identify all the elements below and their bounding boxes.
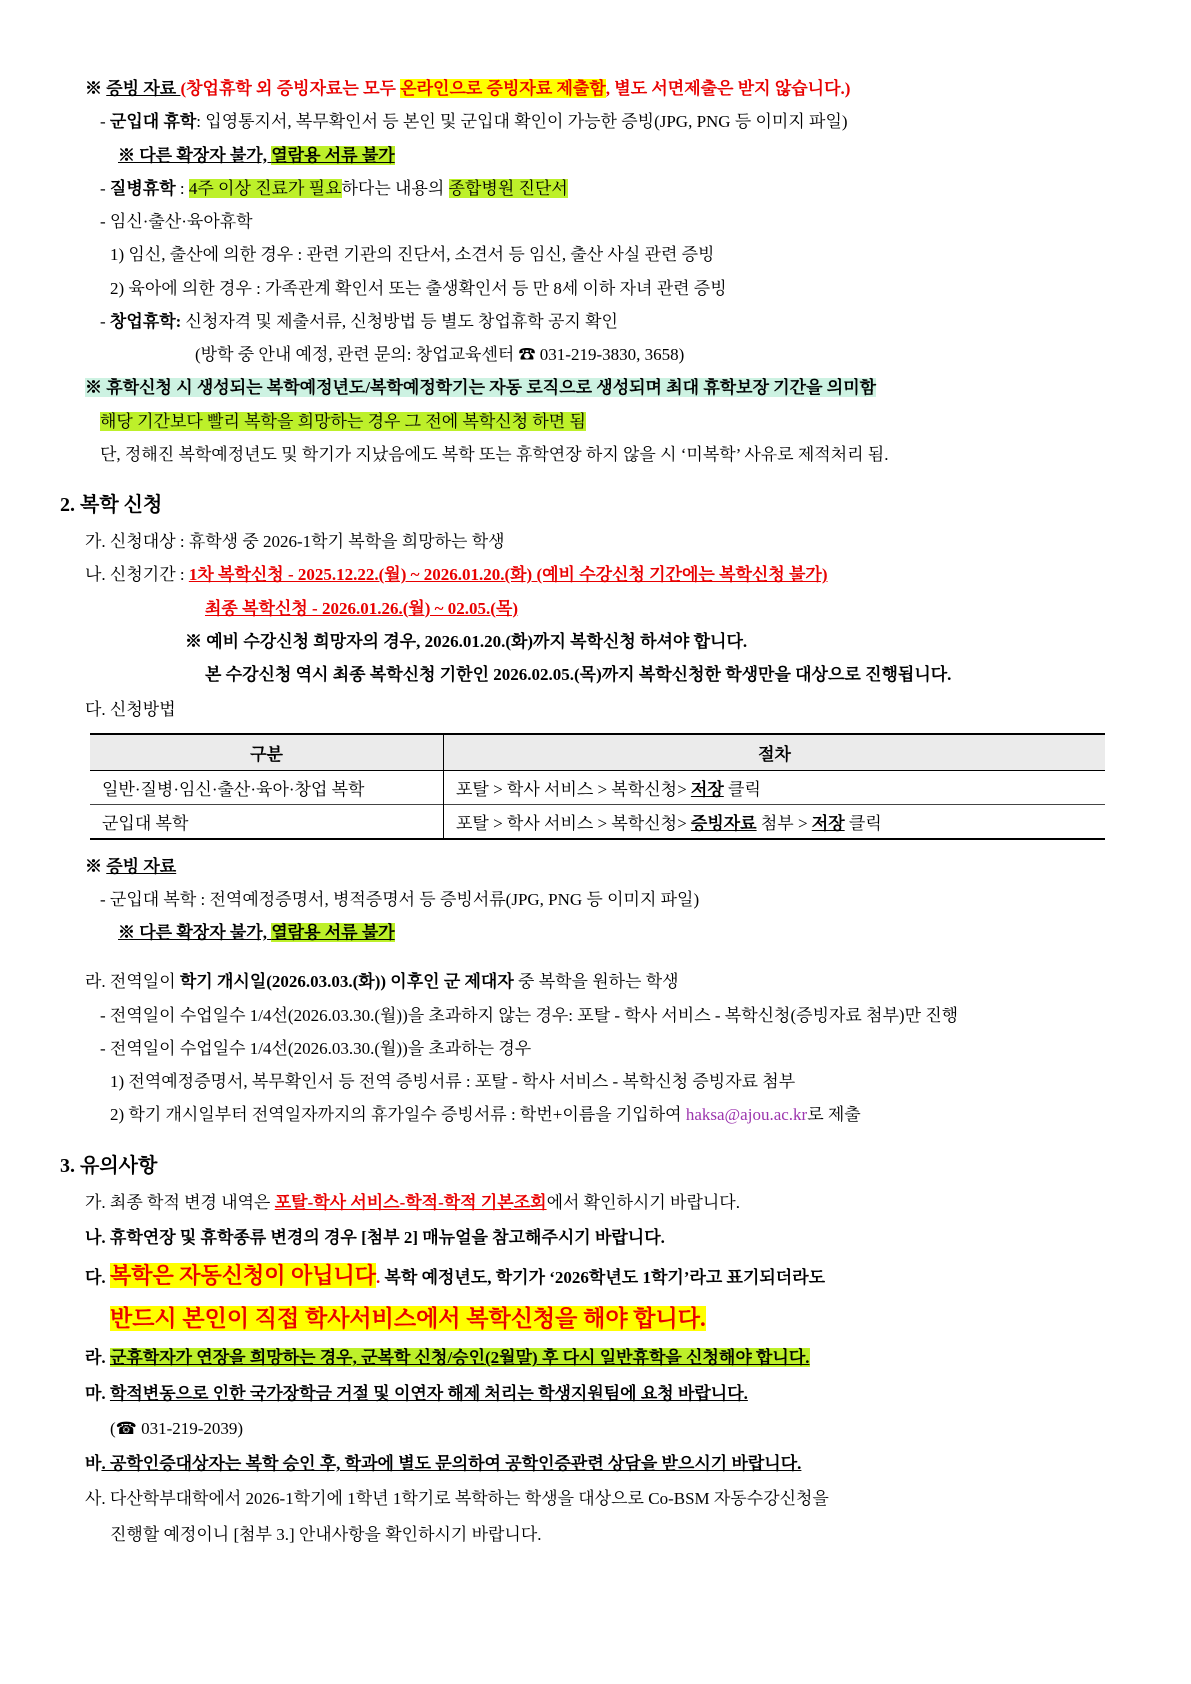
sick-leave-label: 질병휴학 [109,178,176,198]
section-3-title: 3. 유의사항 [60,1154,158,1177]
sick-leave-text: 하다는 내용의 [341,178,449,198]
table-row [90,804,1105,839]
row1-path: 포탈 > 학사 서비스 > 복학신청> [456,779,691,799]
pregnancy-case-line [110,244,1191,265]
section-2-title: 2. 복학 신청 [60,494,163,516]
notes-section [0,1154,1191,1545]
evidence-note-highlight: 온라인으로 증빙자료 제출함 [400,79,606,98]
col-header-procedure: 절차 [444,734,1106,771]
first-period-text: 1차 복학신청 - 2025.12.22.(월) ~ 2026.01.20.(화) (예비 수강신청 기간에는 복학신청 불가) [188,565,828,585]
not-automatic-line [85,1262,1191,1290]
file-restriction-line [118,145,1191,166]
row2-category: 군입대 복학 [90,804,444,839]
not-automatic-rest: 복학 예정년도, 학기가 ‘2026학년도 1학기’라고 표기되더라도 [384,1268,826,1287]
sick-leave-line [100,178,1191,199]
discharge-bold: 학기 개시일(2026.03.03.(화)) 이후인 군 제대자 [179,972,514,992]
file-restriction-2-line [118,922,1191,943]
row2-save-label: 저장 [811,813,845,833]
military-extension-line [85,1347,1191,1368]
row1-click: 클릭 [723,779,761,799]
file-restriction-2-text: ※ 다른 확장자 불가, [118,923,272,942]
apply-method-text: 다. 신청방법 [85,700,176,720]
discharge-after-quarter-text: - 전역일이 수업일수 1/4선(2026.03.30.(월))을 초과하는 경우 [100,1038,532,1058]
military-return-evidence-text: - 군입대 복학 : 전역예정증명서, 병적증명서 등 증빙서류(JPG, PNG 등 이미지 파일) [100,889,700,909]
item-marker: 라. [85,1348,110,1368]
startup-leave-line [100,311,1191,332]
pregnancy-case-text: 1) 임신, 출산에 의한 경우 : 관련 기관의 진단서, 소견서 등 임신, 출산 사실 관련 증빙 [110,245,715,265]
pregnancy-leave-line [100,211,1191,232]
evidence-title-line [85,78,1191,99]
apply-method-table [90,733,1105,840]
abeek-text: . 공학인증대상자는 복학 승인 후, 학과에 별도 문의하여 공학인증관련 상담을 받으시기 바랍니다. [101,1454,802,1474]
discharge-doc-2-text: 2) 학기 개시일부터 전역일자까지의 휴가일수 증빙서류 : 학번+이름을 기입하여 [110,1105,686,1125]
pregnancy-leave-text: - 임신·출산·육아휴학 [100,212,253,231]
discharge-text-1: 라. 전역일이 [85,972,180,992]
military-leave-line [100,111,1191,132]
military-return-evidence-line [100,889,1191,910]
childcare-case-text: 2) 육아에 의한 경우 : 가족관계 확인서 또는 출생확인서 등 만 8세 이하 자녀 관련 증빙 [110,278,727,298]
discharge-doc-2-tail: 로 제출 [807,1105,861,1125]
apply-period-line [85,564,1191,585]
childcare-case-line [110,278,1191,299]
row1-procedure [444,770,1106,804]
apply-method-line [85,699,1191,720]
startup-leave-text: 신청자격 및 제출서류, 신청방법 등 별도 창업휴학 공지 확인 [181,311,618,331]
colon: : [175,178,189,198]
abeek-line [85,1453,1191,1474]
row2-attach: 첨부 > [756,813,812,833]
discharge-doc-1-line [110,1071,1191,1092]
discharge-text-2: 중 복학을 원하는 학생 [513,972,679,992]
discharge-before-quarter-line [100,1005,1191,1026]
military-leave-label: 군입대 휴학 [109,112,197,132]
final-period-line [205,598,1191,619]
scholarship-text: 학적변동으로 인한 국가장학금 거절 및 이연자 해제 처리는 학생지원팀에 요청 바랍니다. [109,1383,748,1403]
row2-procedure [444,804,1106,839]
startup-contact-line [195,344,1191,365]
pre-enroll-note-text: ※ 예비 수강신청 희망자의 경우, 2026.01.20.(화)까지 복학신청 하셔야 합니다. [185,631,748,651]
email-link[interactable]: haksa@ajou.ac.kr [685,1105,808,1125]
startup-leave-label: 창업휴학: [109,311,182,331]
apply-target-line [85,531,1191,552]
auto-logic-note-highlight: ※ 휴학신청 시 생성되는 복학예정년도/복학예정학기는 자동 로직으로 생성되며 최대 휴학보장 기간을 의미함 [85,378,877,398]
expulsion-note-line [100,444,1191,465]
record-check-text-2: 에서 확인하시기 바랍니다. [546,1192,740,1212]
evidence-title-2-line [85,856,1191,877]
phone-icon-text: (☎ 031-219-2039) [110,1418,244,1438]
item-marker: 마. [85,1383,110,1403]
must-apply-line [110,1304,1191,1334]
apply-period-label: 나. 신청기간 : [85,565,189,585]
discharge-after-start-line [85,971,1191,992]
ref-mark: ※ [85,79,107,98]
main-enroll-note-line [205,664,1191,685]
final-period-text: 최종 복학신청 - 2026.01.26.(월) ~ 02.05.(목) [205,598,519,618]
evidence-title: 증빙 자료 [106,79,181,98]
extension-manual-line [85,1227,1191,1248]
evidence-note-red-tail: , 별도 서면제출은 받지 않습니다.) [605,79,851,98]
item-marker: 다. [85,1268,110,1287]
sick-leave-highlight-1: 4주 이상 진료가 필요 [188,178,342,198]
expulsion-note-text: 단, 정해진 복학예정년도 및 학기가 지났음에도 복학 또는 휴학연장 하지 않을 시 ‘미복학’ 사유로 제적처리 됨. [100,444,889,464]
must-apply-highlight: 반드시 본인이 직접 학사서비스에서 복학신청을 해야 합니다. [110,1305,706,1331]
record-check-text-1: 가. 최종 학적 변경 내역은 [85,1192,275,1212]
row1-category: 일반·질병·임신·출산·육아·창업 복학 [90,770,444,804]
ref-mark: ※ [85,856,107,876]
file-restriction-text: ※ 다른 확장자 불가, [118,145,272,165]
discharge-doc-2-line [110,1104,1191,1125]
apply-target-text: 가. 신청대상 : 휴학생 중 2026-1학기 복학을 희망하는 학생 [85,532,505,551]
phone-line [110,1418,1191,1439]
military-leave-text: : 입영통지서, 복무확인서 등 본인 및 군입대 확인이 가능한 증빙(JPG, PNG 등 이미지 파일) [196,112,848,132]
not-automatic-dot: . [375,1268,385,1287]
dash: - [100,112,110,132]
startup-contact-text: (방학 중 안내 예정, 관련 문의: 창업교육센터 ☎ 031-219-3830, 3658) [195,345,685,364]
not-automatic-highlight: 복학은 자동신청이 아닙니다 [109,1263,376,1288]
discharge-doc-1-text: 1) 전역예정증명서, 복무확인서 등 전역 증빙서류 : 포탈 - 학사 서비스 - 복학신청 증빙자료 첨부 [110,1072,796,1091]
evidence-title-2: 증빙 자료 [106,856,177,876]
discharge-after-quarter-line [100,1038,1191,1059]
evidence-note-red: (창업휴학 외 증빙자료는 모두 [180,79,401,98]
row2-path: 포탈 > 학사 서비스 > 복학신청> [456,813,691,833]
col-header-category: 구분 [90,734,444,771]
dasan-line-1 [85,1488,1191,1509]
pre-enroll-note-line [185,631,1191,652]
record-check-line [85,1192,1191,1213]
row2-evidence-label: 증빙자료 [690,813,757,833]
dasan-text-2: 진행할 예정이니 [첨부 3.] 안내사항을 확인하시기 바랍니다. [110,1524,542,1544]
dasan-text-1: 사. 다산학부대학에서 2026-1학기에 1학년 1학기로 복학하는 학생을 대상으로 Co-BSM 자동수강신청을 [85,1489,829,1509]
early-return-note-line [100,411,1191,432]
file-restriction-2-highlight: 열람용 서류 불가 [271,923,395,942]
dash: - [100,178,110,198]
table-row [90,770,1105,804]
item-marker: 바 [85,1454,102,1474]
early-return-highlight: 해당 기간보다 빨리 복학을 희망하는 경우 그 전에 복학신청 하면 됨 [100,411,586,431]
main-enroll-note-text: 본 수강신청 역시 최종 복학신청 기한인 2026.02.05.(목)까지 복학신청한 학생만을 대상으로 진행됩니다. [205,665,952,684]
discharge-before-quarter-text: - 전역일이 수업일수 1/4선(2026.03.30.(월))을 초과하지 않는 경우: 포탈 - 학사 서비스 - 복학신청(증빙자료 첨부)만 진행 [100,1005,959,1025]
row1-save-label: 저장 [690,779,724,799]
dash: - [100,311,110,331]
scholarship-line [85,1383,1191,1404]
dasan-line-2 [110,1524,1191,1545]
sick-leave-highlight-2: 종합병원 진단서 [448,178,568,198]
military-extension-highlight: 군휴학자가 연장을 희망하는 경우, 군복학 신청/승인(2월말) 후 다시 일반휴학을 신청해야 합니다. [109,1348,810,1368]
record-check-path: 포탈-학사 서비스-학적-학적 기본조회 [274,1192,547,1212]
auto-logic-note-line [85,377,1191,398]
row2-click: 클릭 [844,813,882,833]
file-restriction-highlight: 열람용 서류 불가 [271,145,395,165]
extension-manual-text: 나. 휴학연장 및 휴학종류 변경의 경우 [첨부 2] 매뉴얼을 참고해주시기 바랍니다. [85,1227,665,1247]
table-header-row [90,734,1105,771]
